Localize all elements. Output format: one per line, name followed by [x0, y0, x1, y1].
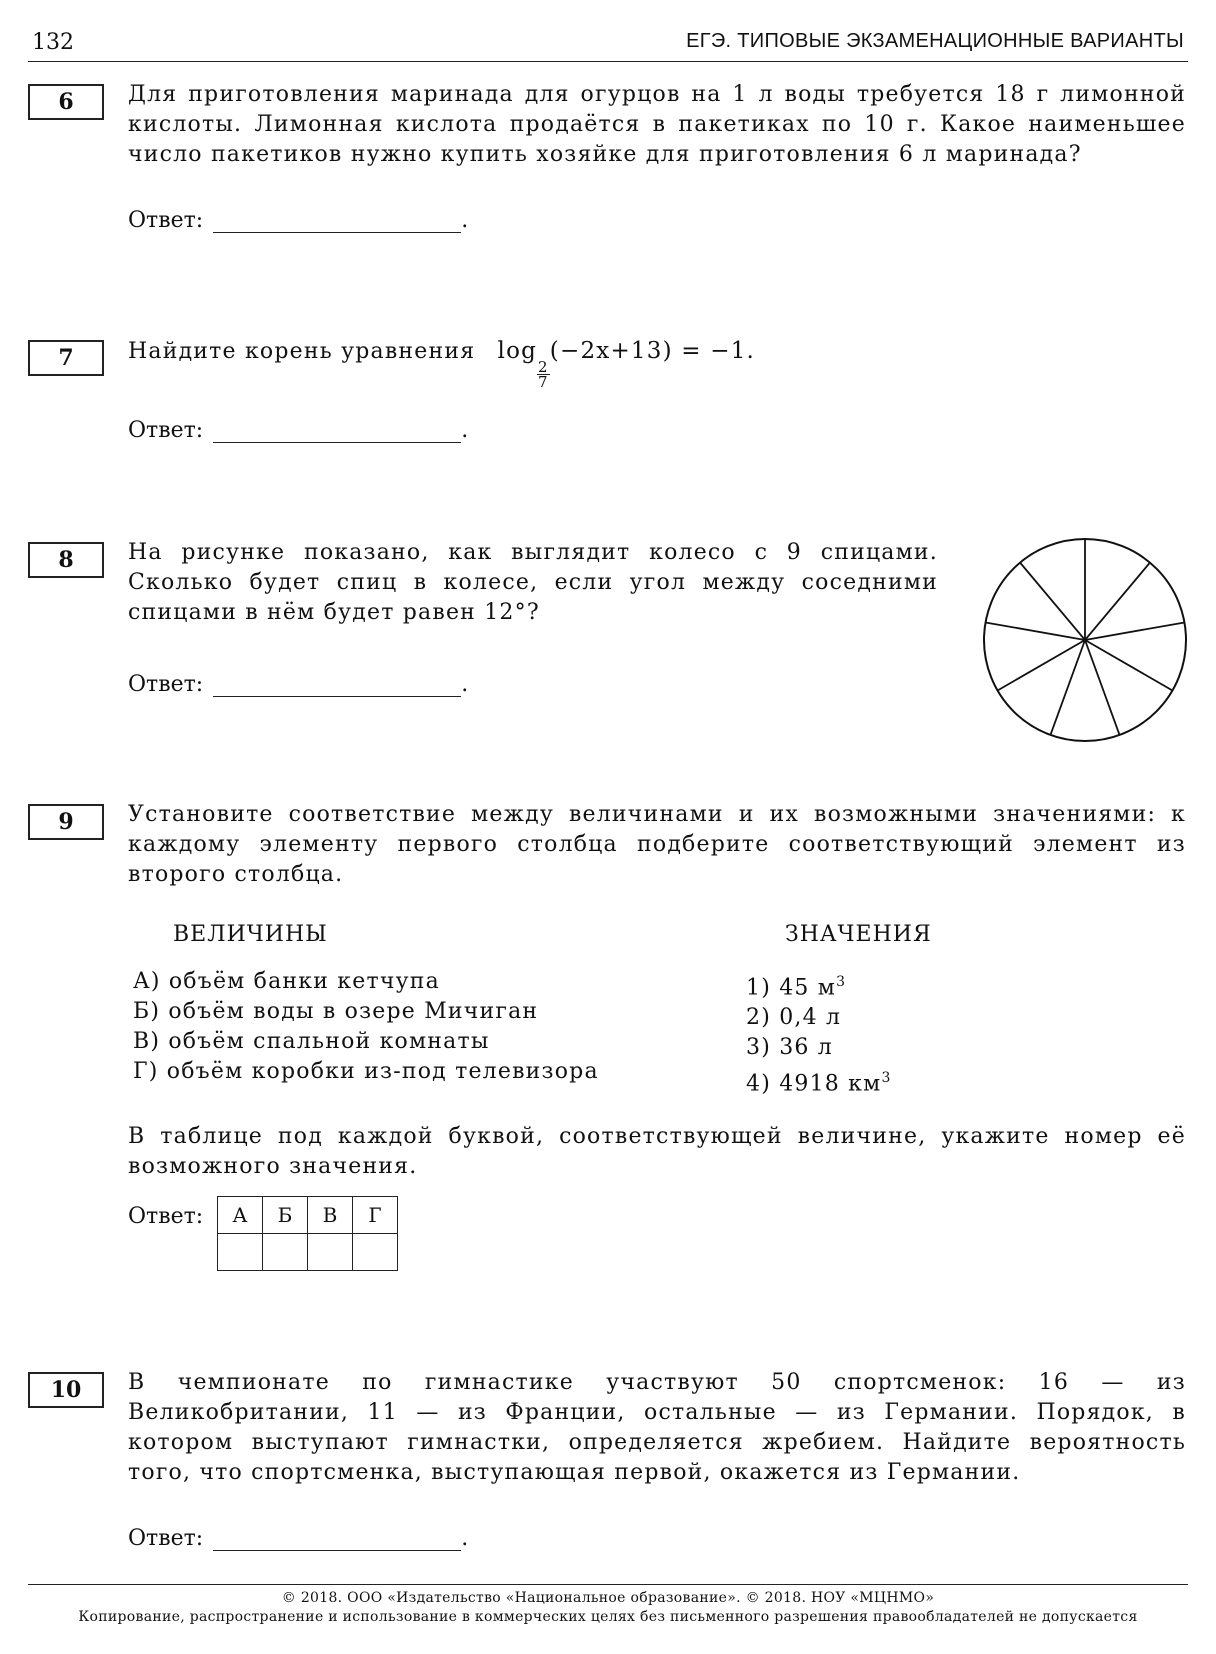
task-8-text: На рисунке показано, как выглядит колесо с 9 спицами. Сколько будет спиц в колесе, если угол между соседними спицами в нём будет равен 12°? [128, 540, 938, 625]
task-9-instruction: В таблице под каждой буквой, соответствующей величине, укажите номер её возможного значения. [128, 1124, 1186, 1179]
answer-cell-v[interactable] [308, 1234, 353, 1271]
task-9-text: Установите соответствие между величинами и их возможными значениями: к каждому элементу первого столбца подберите соответствующий элемент из второго столбца. [128, 802, 1186, 887]
table-header-v: В [308, 1197, 353, 1234]
table-header-a: А [218, 1197, 263, 1234]
list-item: 2) 0,4 л [746, 1005, 842, 1031]
header-rule [28, 61, 1188, 62]
values-header: ЗНАЧЕНИЯ [785, 922, 932, 947]
wheel-spoke [1085, 640, 1172, 691]
wheel-spoke [1085, 563, 1150, 640]
wheel-spoke [1085, 622, 1184, 640]
table-header-b: Б [263, 1197, 308, 1234]
log-word: log [497, 338, 538, 364]
wheel-spoke [1085, 640, 1120, 735]
wheel-spokes [986, 539, 1185, 735]
answer-cell-a[interactable] [218, 1234, 263, 1271]
quantities-header: ВЕЛИЧИНЫ [173, 922, 328, 947]
task-6-answer: Ответ: . [128, 208, 469, 233]
log-base [537, 360, 550, 389]
list-item: А) объём банки кетчупа [133, 969, 440, 994]
list-item: Б) объём воды в озере Мичиган [133, 999, 539, 1024]
wheel-spoke [1020, 563, 1085, 640]
wheel-spoke [1050, 640, 1085, 735]
list-item: 1) 45 $м^3$ [746, 974, 847, 1001]
answer-input-10[interactable] [213, 1530, 461, 1551]
task-7-text [128, 336, 1186, 389]
answer-label: Ответ: [128, 1204, 204, 1229]
task-number-10: 10 [28, 1372, 104, 1408]
footer-rule [28, 1584, 1188, 1585]
running-header: ЕГЭ. ТИПОВЫЕ ЭКЗАМЕНАЦИОННЫЕ ВАРИАНТЫ [686, 30, 1184, 52]
task-number-7: 7 [28, 340, 104, 376]
task-10-answer: Ответ: . [128, 1526, 469, 1551]
list-item: 4) 4918 $км^3$ [746, 1070, 892, 1097]
task-8-answer: Ответ: . [128, 672, 469, 697]
log-equation [497, 338, 756, 391]
list-item: 3) 36 л [746, 1035, 833, 1061]
answer-label: Ответ: [128, 418, 204, 443]
task-7-answer: Ответ: . [128, 418, 469, 443]
task-number-6: 6 [28, 84, 104, 120]
answer-label: Ответ: [128, 672, 204, 697]
task-10-text: В чемпионате по гимнастике участвуют 50 спортсменок: 16 — из Великобритании, 11 — из Франции, остальные — из Германии. Порядок, в котором выступают гимнастки, определяется жребием. Найдите вероятность того, что спортсменка, выступающая первой, окажется из Германии. [128, 1370, 1186, 1485]
copyright-notice: Копирование, распространение и использование в коммерческих целях без письменного разрешения правообладателей не допускается [78, 1609, 1138, 1625]
wheel-spoke [986, 622, 1085, 640]
task-7-prompt: Найдите корень уравнения [128, 339, 476, 364]
answer-input-7[interactable] [213, 422, 461, 443]
base-denominator: 7 [538, 373, 549, 391]
task-6-text: Для приготовления маринада для огурцов на 1 л воды требуется 18 г лимонной кислоты. Лимонная кислота продаётся в пакетиках по 10 г. Какое наименьшее число пакетиков нужно купить хозяйке для приготовления 6 л маринада? [128, 82, 1186, 167]
answer-label: Ответ: [128, 208, 204, 233]
equation-rest: (−2x+13) = −1. [549, 338, 756, 364]
answer-label: Ответ: [128, 1526, 204, 1551]
quantities-list [133, 967, 599, 1087]
answer-cell-g[interactable] [353, 1234, 398, 1271]
answer-input-8[interactable] [213, 676, 461, 697]
task-number-8: 8 [28, 542, 104, 578]
task-number-9: 9 [28, 804, 104, 840]
answer-cell-b[interactable] [263, 1234, 308, 1271]
table-header-g: Г [353, 1197, 398, 1234]
wheel-figure [975, 534, 1195, 746]
wheel-spoke [998, 640, 1085, 691]
copyright-line: © 2018. ООО «Издательство «Национальное образование». © 2018. НОУ «МЦНМО» [281, 1590, 935, 1606]
list-item: В) объём спальной комнаты [133, 1029, 490, 1054]
values-list [746, 967, 892, 1100]
base-numerator: 2 [538, 358, 549, 376]
list-item: Г) объём коробки из-под телевизора [133, 1059, 599, 1084]
answer-input-6[interactable] [213, 212, 461, 233]
page-number: 132 [32, 30, 74, 55]
answer-table [217, 1196, 398, 1271]
